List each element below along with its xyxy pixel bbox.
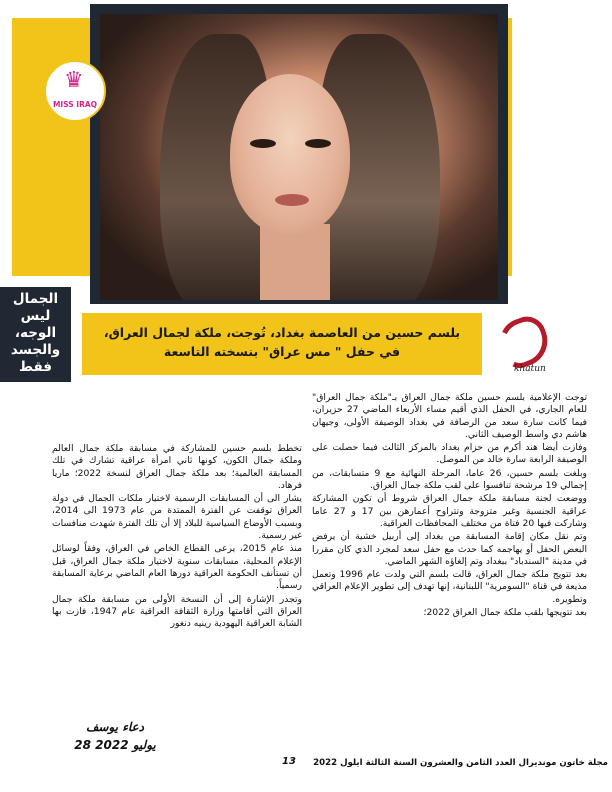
paragraph: وفازت أيضا هند أكرم من حزام بغداد بالمركز الثالث فيما حصلت على الوصيفة الرابعة سارة خالد من الموصل.: [312, 442, 587, 466]
paragraph: تخطط بلسم حسين للمشاركة في مسابقة ملكة جمال العالم وملكة جمال الكون، كونها ثاني امرأة عراقية تشارك في تلك المسابقة العالمية؛ بعد ملكة جمال العراق لنسخة 2022؛ ماريا فرهاد.: [52, 443, 302, 491]
eye-right: [305, 139, 331, 148]
paragraph: بعد تتويجها بلقب ملكة جمال العراق 2022؛: [423, 607, 587, 619]
paragraph: وبلغت بلسم حسين، 26 عاما، المرحلة النهائية مع 9 متسابقات، من إجمالي 19 مرشحة تنافسوا على لقب ملكة جمال العراق.: [312, 467, 587, 492]
side-title-line: الوجه،: [14, 325, 57, 341]
paragraph: وتجدر الإشارة إلى أن النسخة الأولى من مسابقة ملكة جمال العراق التي أقامتها وزارة الثقافة العراقية عام 1947، فازت بها الشابة العراقية اليهودية رينيه دنغور: [52, 593, 302, 630]
paragraph: ووضعت لجنة مسابقة ملكة جمال العراق شروط أن تكون المشاركة عراقية الجنسية وغير متزوجة وتتراوح أعمارهن بين 17 و 27 عاما وشاركت فيها 20 فتاة من مختلف المحافظات العراقية.: [312, 493, 587, 529]
page-number: 13: [282, 756, 296, 767]
article-column-left: [52, 443, 302, 631]
neck: [260, 224, 330, 300]
paragraph: وتم نقل مكان إقامة المسابقة من بغداد إلى أربيل خشية أن يرفض البعض الحفل أو يهاجمه كما حدث مع حفل سعد لمجرد الذي كان مقررا في مدينة "السندباد" ببغداد وتم إلغاؤه الشهر الماضي.: [312, 531, 587, 567]
author-name: دعاء يوسف: [86, 720, 144, 734]
article-column-right: [312, 392, 587, 620]
paragraph: بعد تتويج ملكة جمال العراق، قالت بلسم التي ولدت عام 1996 وتعمل مذيعة في قناة "السومرية" اللبنانية، إنها تهدف إلى تطوير الإعلام العراقي وتطويره.: [312, 569, 588, 605]
paragraph: توجت الإعلامية بلسم حسين ملكة جمال العراق بـ"ملكة جمال العراق" للعام الجاري، في الحفل الذي أقيم مساء الأربعاء الماضي 27 حزيران، فيما كانت سارة سعد من الرصافة في بغداد الوصيفة الأولى، وجيهان هاشم دي واسط الوصيف الثاني.: [312, 392, 588, 440]
logo-text: MISS IRAQ: [52, 100, 98, 109]
author-block: [60, 718, 170, 754]
brand-text: khatun: [514, 364, 546, 374]
author-date: 28 يوليو 2022: [74, 738, 156, 752]
side-title-line: الجمال: [12, 291, 59, 307]
eye-left: [250, 139, 276, 148]
side-title: [0, 287, 71, 382]
paragraph: يشار الى أن المسابقات الرسمية لاختيار ملكات الجمال في دولة العراق توقفت عن الفترة الممتدة من عام 1973 الى 2014، وبسبب الأوضاع السياسية للبلاد إلا أن تلك الفترة شهدت منافسات غير رسمية.: [52, 493, 302, 542]
portrait-photo: [100, 14, 498, 300]
side-title-line: والجسد: [10, 342, 61, 358]
side-title-line: فقط: [18, 359, 52, 375]
side-title-line: ليس: [20, 308, 51, 324]
khatun-brand-mark: [494, 310, 564, 380]
crown-icon: ♛: [64, 68, 84, 93]
headline: بلسم حسين من العاصمة بغداد، تُوجت، ملكة لجمال العراق، في حفل " مس عراق" بنسخته التاسعة: [82, 313, 482, 375]
lips: [275, 194, 309, 206]
footer-text: مجلة خاتون مونديرال العدد الثامن والعشرون السنة الثالثة ايلول 2022: [313, 758, 608, 768]
paragraph: منذ عام 2015، يرعى القطاع الخاص في العراق، وفقاً لوسائل الإعلام المحلية، مسابقات سنوية لاختيار ملكة جمال العراق، قبل أن تستأنف الحكومة العراقية دورها العام الماضي برعاية المسابقة رسمياً.: [52, 543, 302, 592]
face: [230, 74, 350, 234]
miss-iraq-logo: [44, 60, 106, 122]
